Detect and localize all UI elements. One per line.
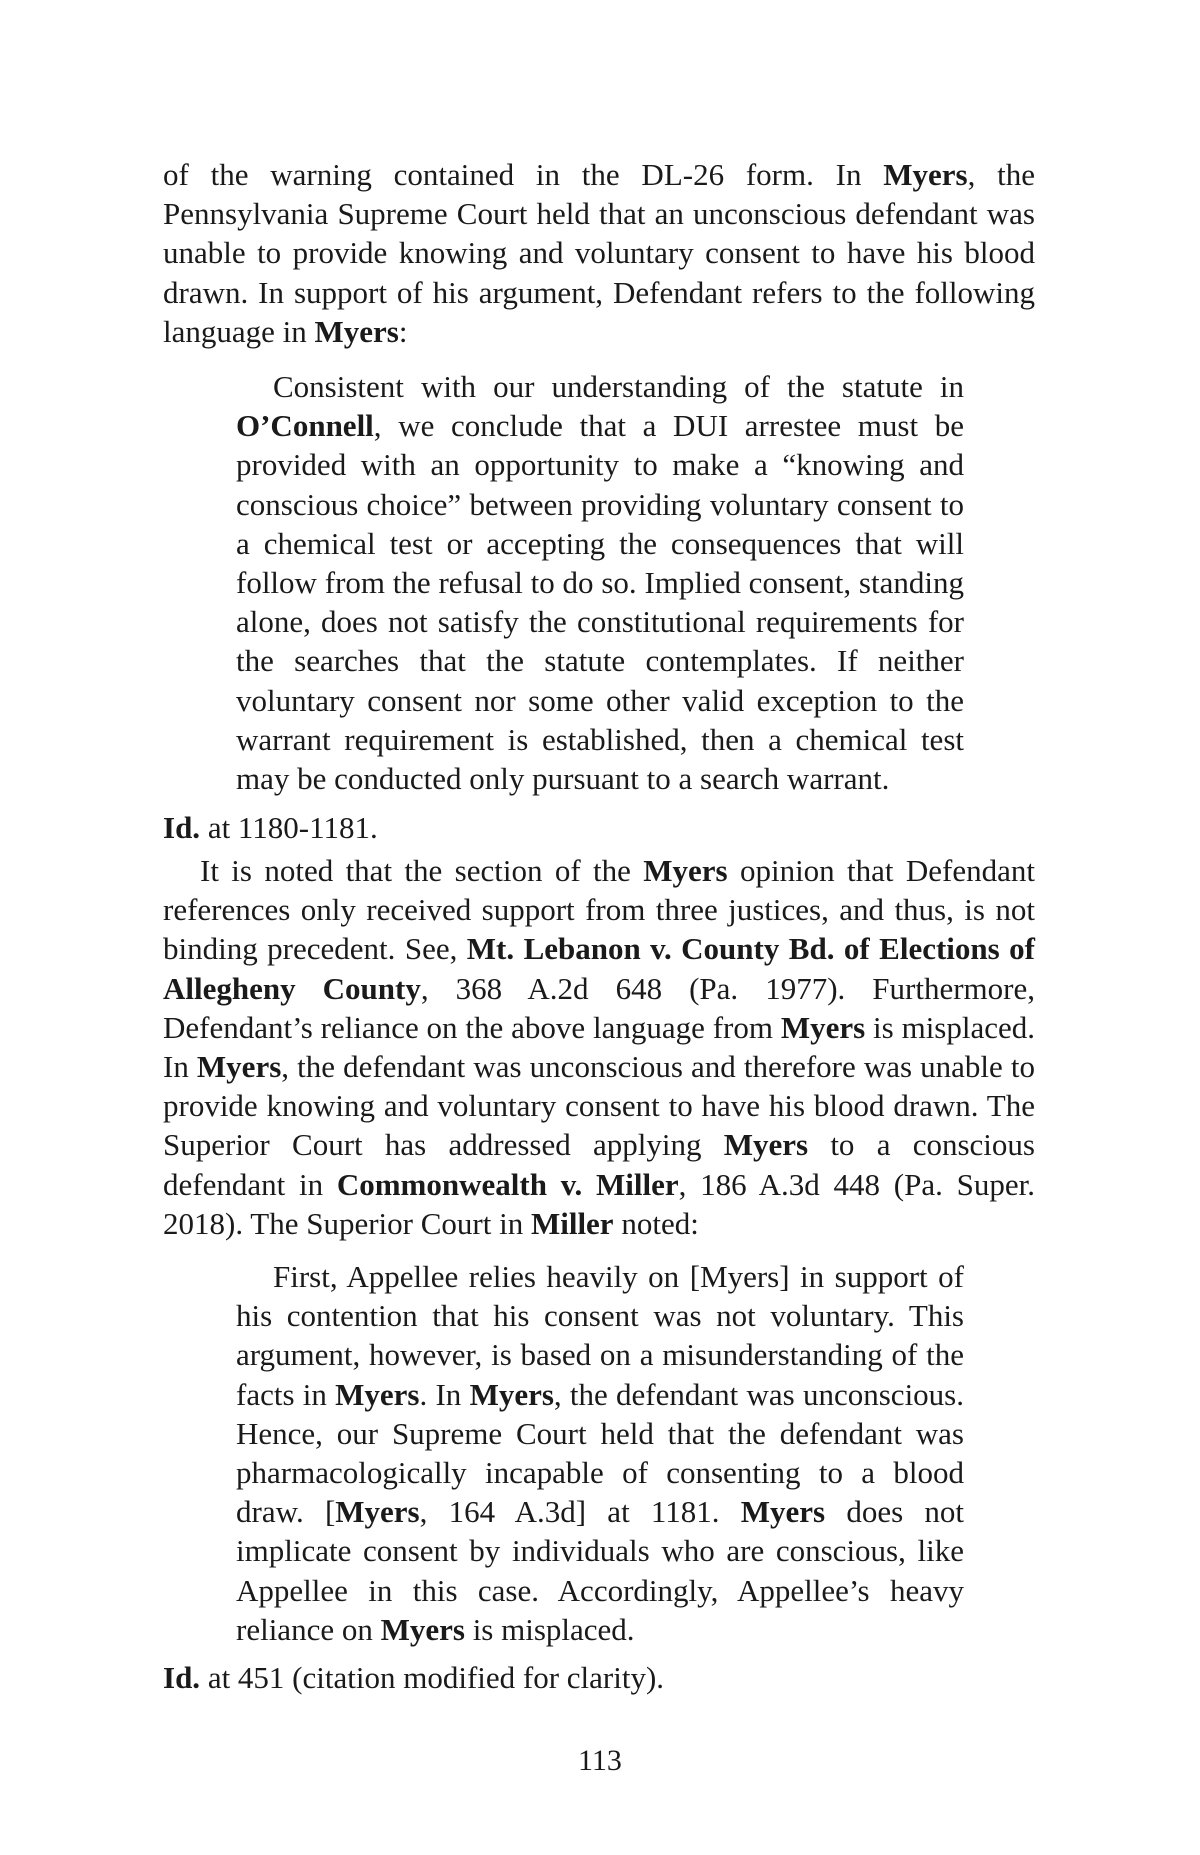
case-name-bold: Myers — [335, 1376, 420, 1412]
paragraph-2 — [163, 851, 1035, 1243]
citation-id-bold: Id. — [163, 1660, 201, 1695]
case-name-bold: Myers — [643, 853, 728, 888]
text-run: is misplaced. In — [163, 1009, 1036, 1085]
text-run: , the Pennsylvania Supreme Court held that an unconscious defendant was unable to provide knowing and voluntary consent to have his blood drawn. In support of his argument, Defendant refers to the following language in — [163, 157, 1035, 349]
text-run: , 368 A.2d 648 (Pa. 1977). Furthermore, Defendant’s reliance on the above language from — [163, 970, 1035, 1045]
case-name-bold: Mt. Lebanon v. County Bd. of Elections of Allegheny County — [163, 931, 1035, 1006]
case-name-bold: Myers — [314, 313, 399, 349]
text-run: of the warning contained in the DL-26 form. In — [163, 157, 884, 192]
text-run: , the defendant was unconscious and therefore was unable to provide knowing and voluntary consent to have his blood drawn. The Superior Court has addressed applying — [163, 1049, 1035, 1163]
case-name-bold: Myers — [196, 1049, 282, 1085]
text-run: at 451 (citation modified for clarity). — [200, 1660, 665, 1695]
page-number: 113 — [578, 1744, 622, 1777]
citation-1 — [163, 808, 378, 847]
case-name-bold: Myers — [740, 1494, 826, 1530]
text-run: First, Appellee relies heavily on [Myers] in support of his contention that his consent was not voluntary. This argument, however, is based on a misunderstanding of the facts in — [236, 1259, 964, 1412]
text-run: , 186 A.3d 448 (Pa. Super. 2018). The Superior Court in — [163, 1166, 1035, 1241]
citation-2 — [163, 1658, 664, 1697]
text-run: . In — [419, 1376, 470, 1412]
text-run: opinion that Defendant references only received support from three justices, and thus, is not binding precedent. See, — [163, 853, 1035, 967]
case-name-bold: O’Connell — [236, 408, 374, 444]
text-run: : — [398, 313, 408, 349]
text-run: at 1180-1181. — [200, 810, 378, 845]
text-run: , 164 A.3d] at 1181. — [419, 1494, 741, 1530]
text-run: It is noted that the section of the — [200, 853, 644, 888]
text-run: does not implicate consent by individuals who are conscious, like Appellee in this case. Accordingly, Appellee’s heavy reliance on — [236, 1494, 964, 1647]
paragraph-1 — [163, 155, 1035, 351]
case-name-bold: Miller — [530, 1205, 614, 1241]
block-quote-2 — [236, 1257, 964, 1649]
case-name-bold: Myers — [723, 1127, 809, 1163]
text-run: is misplaced. — [464, 1611, 635, 1647]
citation-id-bold: Id. — [163, 810, 201, 845]
case-name-bold: Commonwealth v. Miller — [336, 1166, 679, 1202]
text-run: to a conscious defendant in — [163, 1127, 1035, 1202]
case-name-bold: Myers — [883, 157, 968, 192]
paragraph-2-text — [163, 851, 1035, 1243]
paragraph-1-text — [163, 155, 1035, 351]
case-name-bold: Myers — [780, 1009, 866, 1045]
case-name-bold: Myers — [380, 1611, 465, 1647]
text-run: Consistent with our understanding of the statute in — [273, 369, 964, 404]
block-quote-1-text — [236, 367, 964, 798]
text-run: noted: — [613, 1205, 699, 1241]
block-quote-1 — [236, 367, 964, 798]
text-run: , the defendant was unconscious. Hence, our Supreme Court held that the defendant was pharmacologically incapable of consenting to a blood draw. [ — [236, 1376, 964, 1530]
block-quote-2-text — [236, 1257, 964, 1649]
case-name-bold: Myers — [335, 1494, 420, 1530]
case-name-bold: Myers — [469, 1376, 554, 1412]
text-run: , we conclude that a DUI arrestee must be provided with an opportunity to make a “knowing and conscious choice” between providing voluntary consent to a chemical test or accepting the consequences that will follow from the refusal to do so. Implied consent, standing alone, does not satisfy the constitutional requirements for the searches that the statute contemplates. If neither voluntary consent nor some other valid exception to the warrant requirement is established, then a chemical test may be conducted only pursuant to a search warrant. — [236, 408, 964, 797]
